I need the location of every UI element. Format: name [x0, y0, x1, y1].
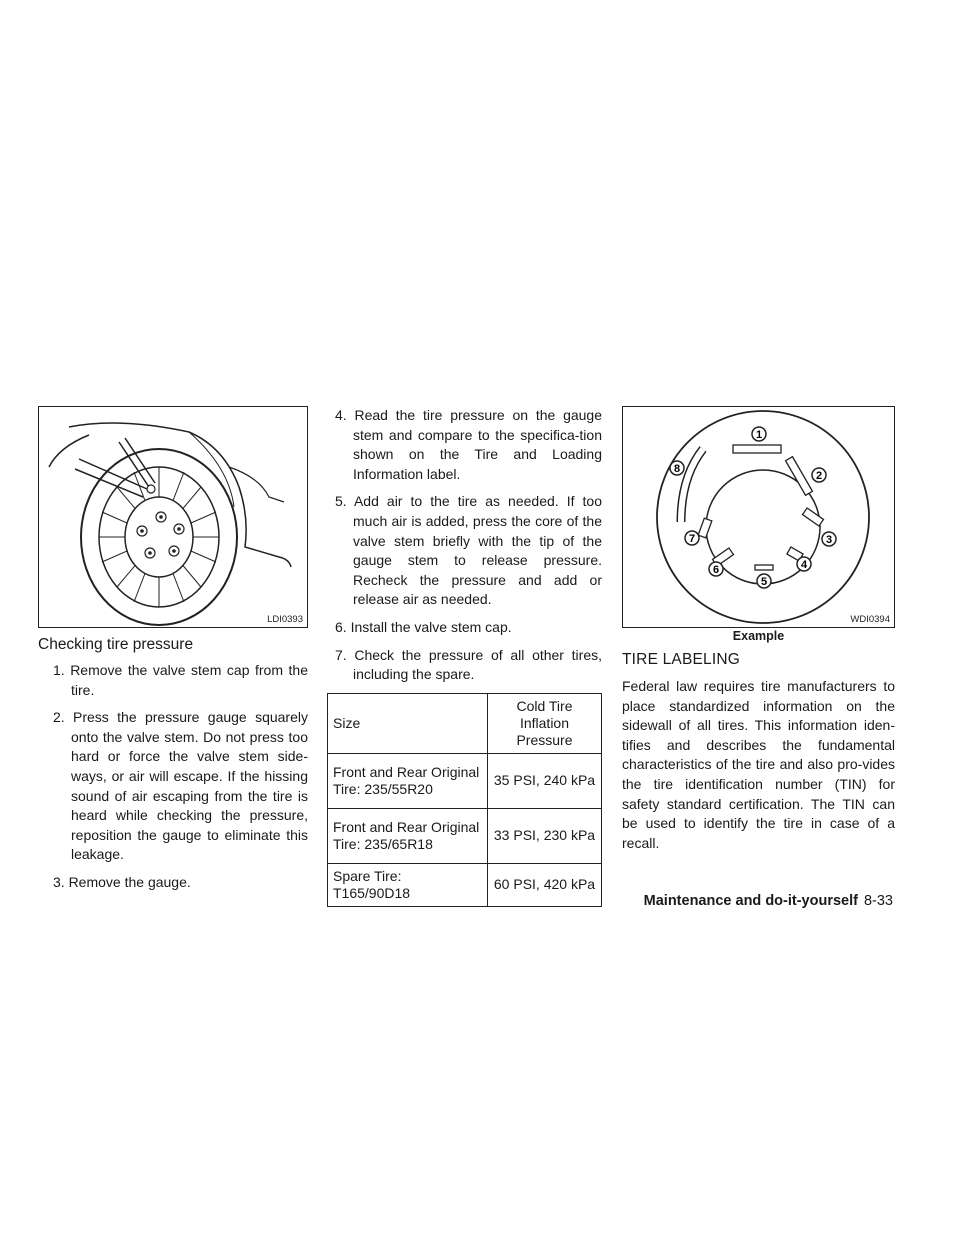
svg-text:8: 8 — [673, 463, 681, 475]
callout-3 — [822, 532, 836, 546]
svg-text:2: 2 — [815, 470, 823, 482]
svg-text:7: 7 — [688, 533, 696, 545]
table-header-row — [328, 693, 602, 753]
table-header-pressure: Cold Tire Inflation Pressure — [487, 693, 601, 753]
step-item: 4. Read the tire pressure on the gauge stem and compare to the specifica-tion shown on the Tire and Loading Information label. — [335, 407, 602, 482]
column-left — [38, 406, 308, 901]
column-right — [622, 406, 895, 853]
step-item: 2. Press the pressure gauge squarely onto the valve stem. Do not press too hard or force the valve stem side-ways, or air will escape. If the hissing sound of air escaping from the tire is heard while checking the pressure, reposition the gauge to eliminate this leakage. — [53, 709, 308, 863]
tire-sidewall-diagram — [622, 406, 895, 628]
callout-8 — [670, 461, 684, 475]
tire-gauge-illustration — [38, 406, 308, 628]
callout-4 — [797, 557, 811, 571]
step-item: 6. Install the valve stem cap. — [335, 618, 512, 635]
table-cell-size: Front and Rear Original Tire: 235/65R18 — [328, 808, 488, 863]
figure-caption: Example — [732, 629, 785, 643]
tire-sidewall-drawing — [623, 407, 893, 626]
figure-code: LDI0393 — [267, 614, 303, 625]
figure-code: WDI0394 — [850, 614, 890, 625]
page-number: 8-33 — [863, 893, 893, 909]
svg-text:1: 1 — [755, 429, 763, 441]
step-item: 5. Add air to the tire as needed. If too much air is added, press the core of the valve stem briefly with the tip of the gauge stem to release pressure. Recheck the pressure and add or release air as needed. — [335, 493, 602, 608]
callout-1 — [752, 427, 766, 441]
column-middle — [327, 406, 602, 907]
table-cell-pressure: 33 PSI, 230 kPa — [487, 808, 601, 863]
table-header-size: Size — [328, 693, 488, 753]
tire-gauge-drawing — [39, 407, 306, 626]
callout-6 — [709, 562, 723, 576]
svg-text:3: 3 — [825, 534, 833, 546]
callout-7 — [685, 531, 699, 545]
steps-list-1 — [38, 661, 308, 893]
step-item: 3. Remove the gauge. — [53, 873, 191, 890]
footer-section-title: Maintenance and do-it-yourself — [643, 893, 858, 909]
callout-2 — [812, 468, 826, 482]
table-row — [328, 808, 602, 863]
callout-5 — [757, 574, 771, 588]
step-item: 7. Check the pressure of all other tires, including the spare. — [335, 646, 602, 683]
tire-labeling-paragraph: Federal law requires tire manufacturers to place standardized information on the sidewall of all tires. This information iden-tifies and describes the fundamental characteristics of the tire and also pro-vides the tire identification number (TIN) for safety standard certification. The TIN can be used to identify the tire in case of a recall. — [622, 678, 895, 851]
tire-pressure-table — [327, 693, 602, 907]
table-cell-pressure: 35 PSI, 240 kPa — [487, 753, 601, 808]
table-row — [328, 863, 602, 906]
step-item: 1. Remove the valve stem cap from the tire. — [53, 662, 308, 698]
section-heading-tire-labeling: TIRE LABELING — [622, 651, 741, 668]
table-cell-size: Spare Tire: T165/90D18 — [328, 863, 488, 906]
section-heading-checking-tire-pressure: Checking tire pressure — [38, 636, 194, 653]
steps-list-2 — [327, 406, 602, 685]
table-row — [328, 753, 602, 808]
table-cell-size: Front and Rear Original Tire: 235/55R20 — [328, 753, 488, 808]
svg-text:4: 4 — [800, 559, 808, 571]
page-footer — [644, 893, 893, 909]
svg-text:6: 6 — [712, 564, 720, 576]
svg-text:5: 5 — [760, 576, 768, 588]
table-cell-pressure: 60 PSI, 420 kPa — [487, 863, 601, 906]
